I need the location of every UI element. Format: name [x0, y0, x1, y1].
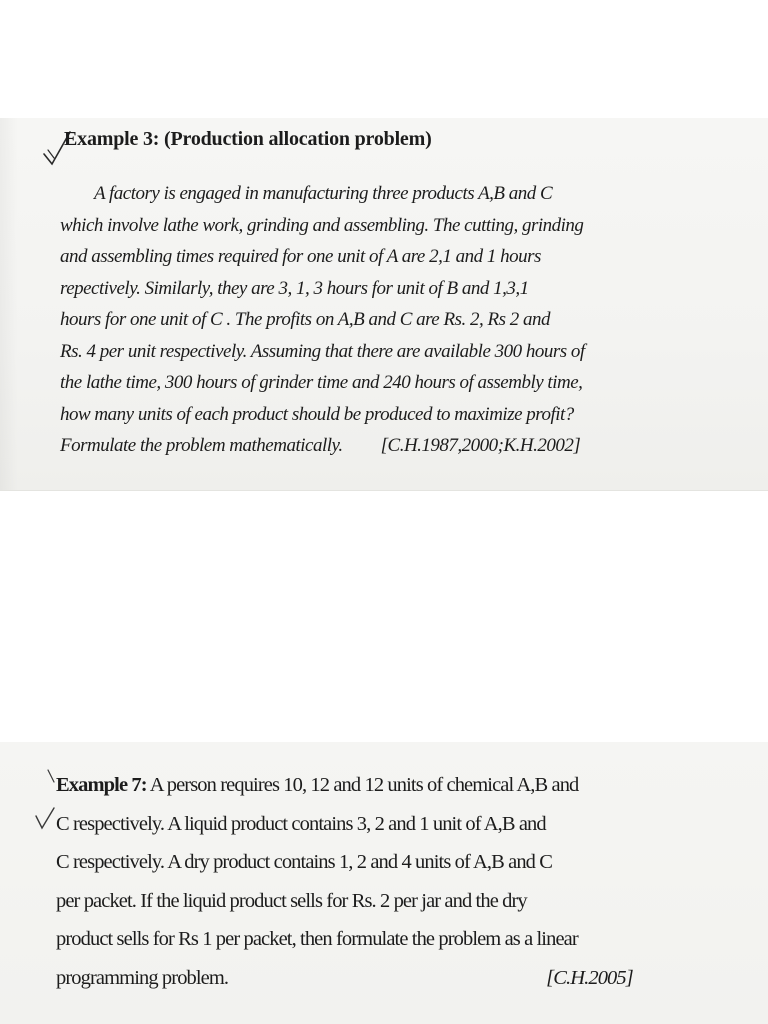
example-7-reference: [C.H.2005] [546, 966, 633, 989]
example-7-body [56, 766, 633, 997]
example-7-line: A person requires 10, 12 and 12 units of chemical A,B and [146, 774, 579, 796]
example-3-label: Example 3: [64, 128, 160, 150]
example-3-heading [64, 128, 432, 151]
example-3-line: A factory is engaged in manufacturing three products A,B and C [94, 183, 553, 204]
example-7-line: C respectively. A dry product contains 1, 2 and 4 units of A,B and C [56, 851, 553, 873]
example-7-label: Example 7: [56, 774, 147, 796]
example-3-line: Rs. 4 per unit respectively. Assuming that there are available 300 hours of [60, 340, 585, 362]
example-3-last-line [60, 430, 585, 462]
page-edge-shadow [0, 118, 18, 490]
example-3-line: and assembling times required for one unit of A are 2,1 and 1 hours [60, 246, 541, 267]
example-3-line: the lathe time, 300 hours of grinder time and 240 hours of assembly time, [60, 372, 583, 393]
example-3-line: how many units of each product should be produced to maximize profit? [60, 403, 574, 425]
example-7-line: programming problem. [56, 966, 229, 989]
top-blank-area [0, 0, 768, 118]
example-3-line: which involve lathe work, grinding and assembling. The cutting, grinding [60, 214, 584, 236]
example-7-line: product sells for Rs 1 per packet, then formulate the problem as a linear [56, 928, 578, 950]
example-3-title: (Production allocation problem) [164, 128, 432, 150]
example-7-line: C respectively. A liquid product contains 3, 2 and 1 unit of A,B and [56, 812, 546, 835]
example-7-first-line [56, 766, 633, 805]
example-7-line: per packet. If the liquid product sells for Rs. 2 per jar and the dry [56, 889, 527, 912]
example-3-line: hours for one unit of C . The profits on A,B and C are Rs. 2, Rs 2 and [60, 309, 550, 330]
example-3-body [60, 178, 585, 462]
example-3-reference: [C.H.1987,2000;K.H.2002] [380, 435, 581, 456]
example-3-line: Formulate the problem mathematically. [60, 435, 343, 456]
example-7-last-line [56, 959, 633, 998]
example-3-line: repectively. Similarly, they are 3, 1, 3 hours for unit of B and 1,3,1 [60, 277, 529, 299]
